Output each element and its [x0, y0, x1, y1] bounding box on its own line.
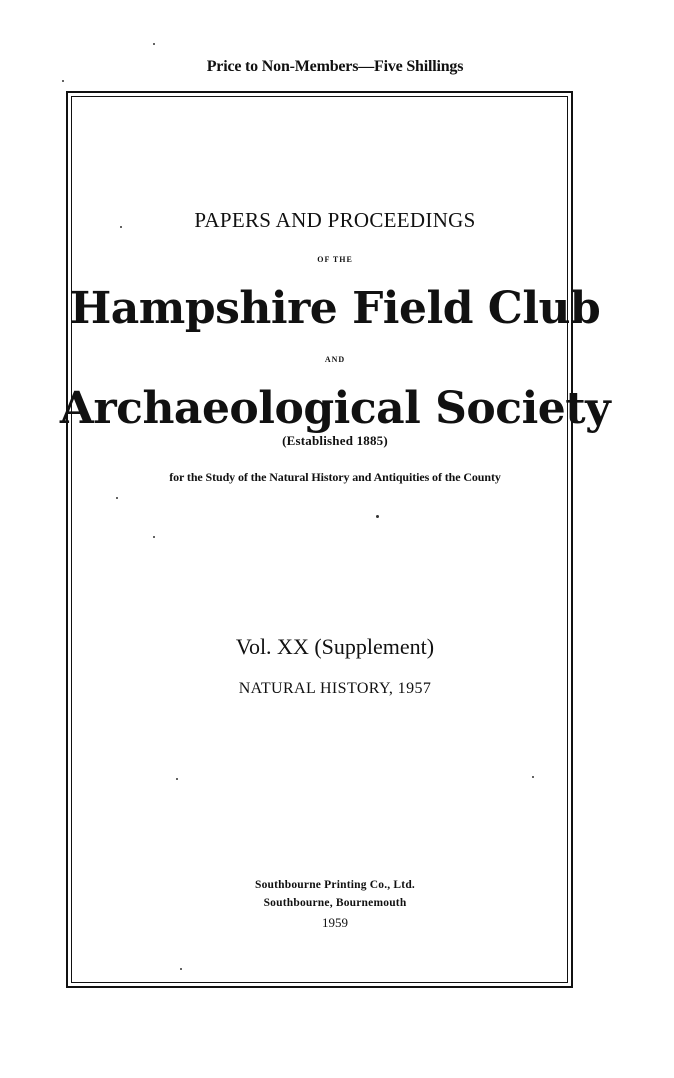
volume-title: Vol. XX (Supplement): [235, 634, 435, 659]
title-of-the: OF THE: [317, 255, 353, 264]
scan-speck: [62, 80, 64, 82]
established-note: (Established 1885): [282, 433, 388, 448]
purpose-statement: for the Study of the Natural History and Antiquities of the County: [169, 470, 501, 484]
scan-speck: [116, 497, 118, 499]
volume-subtitle: NATURAL HISTORY, 1957: [238, 680, 432, 697]
title-and: AND: [324, 355, 346, 364]
scan-speck: [120, 226, 122, 228]
scan-speck: [153, 43, 155, 45]
scan-speck: [153, 536, 155, 538]
publisher-location: Southbourne, Bournemouth: [263, 897, 407, 909]
scan-speck: [376, 515, 379, 518]
publication-year: 1959: [322, 915, 348, 930]
scan-speck: [180, 968, 182, 970]
scan-speck: [532, 776, 534, 778]
scan-speck: [176, 778, 178, 780]
publisher-name: Southbourne Printing Co., Ltd.: [254, 879, 415, 891]
club-name: Hampshire Field Club: [69, 283, 601, 334]
society-name: Archaeological Society: [59, 383, 611, 434]
price-note: Price to Non-Members—Five Shillings: [206, 58, 464, 75]
title-papers-proceedings: PAPERS AND PROCEEDINGS: [194, 208, 476, 232]
